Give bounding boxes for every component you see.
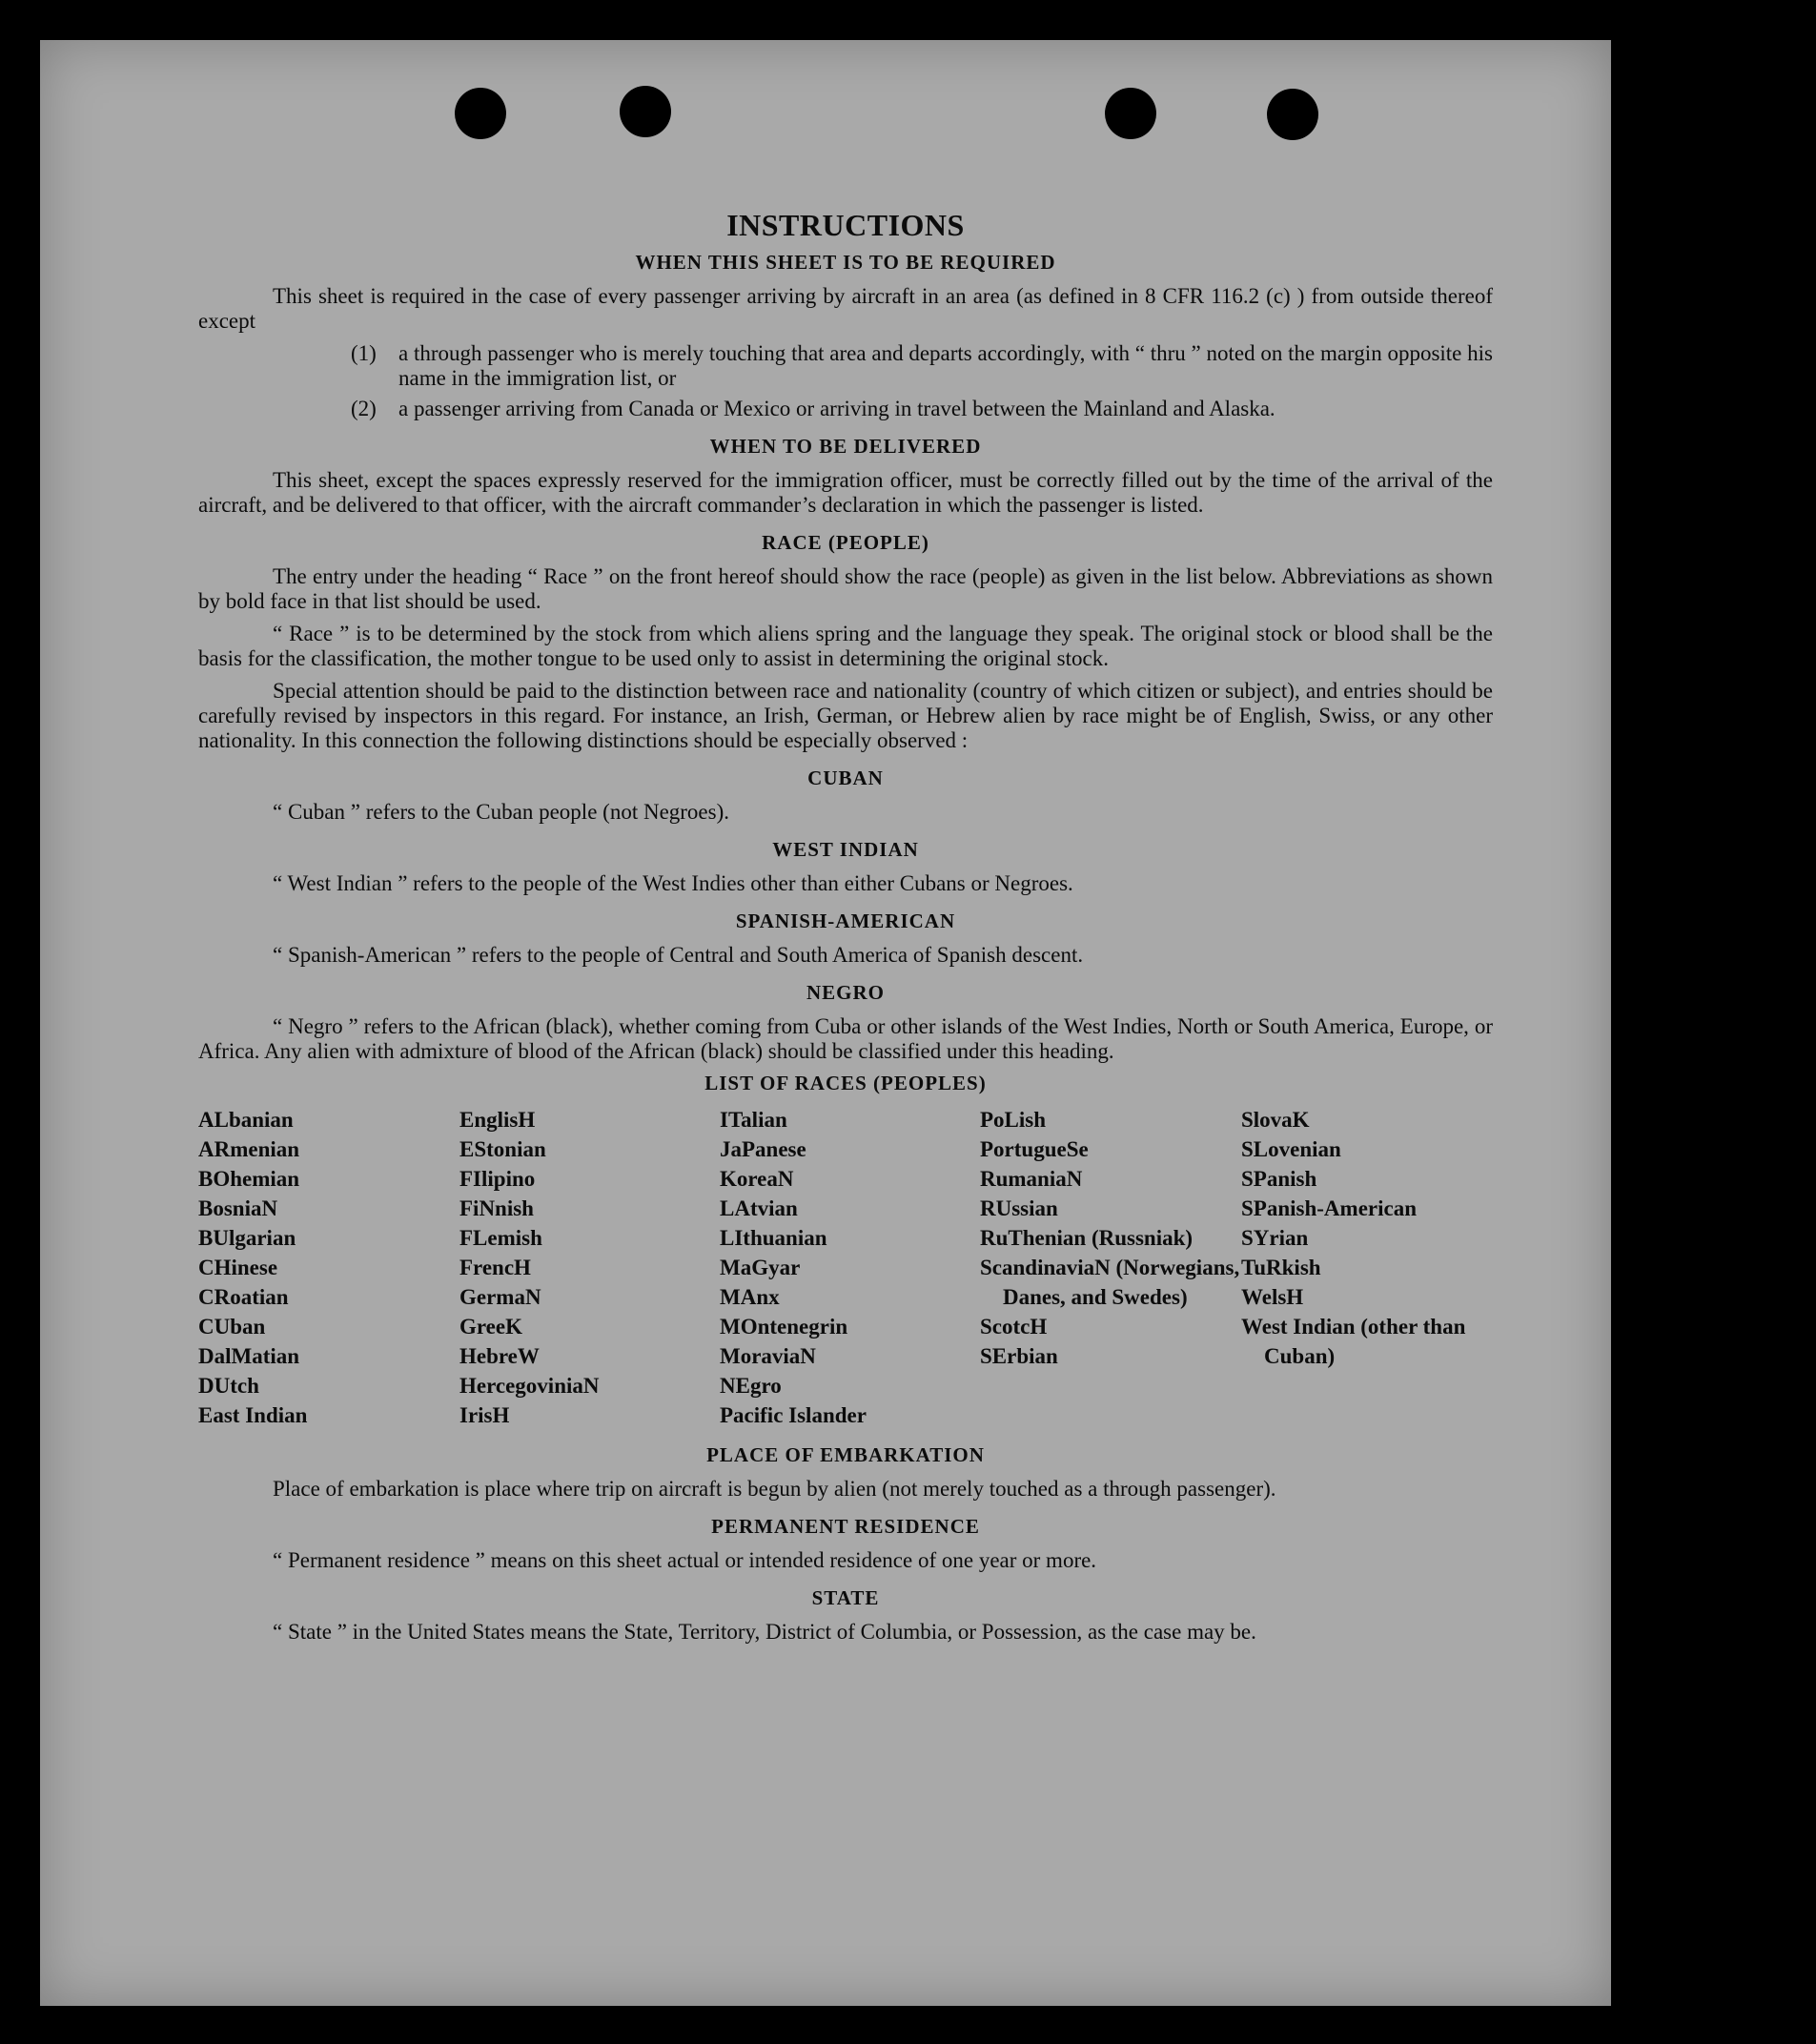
document-sheet	[40, 40, 1611, 2006]
paragraph-state: “ State ” in the United States means the State, Territory, District of Columbia, or Possession, as the case may be.	[273, 1620, 1256, 1644]
race-entry: FiNnish	[459, 1196, 534, 1220]
race-entry: Pacific Islander	[720, 1403, 867, 1427]
exception-item-1: (1) a through passenger who is merely touching that area and departs accordingly, with “ thru ” noted on the margin opposite his name in the immigration list, or	[351, 341, 1493, 390]
section-heading-embarkation: PLACE OF EMBARKATION	[706, 1443, 985, 1466]
exception-item-2: (2) a passenger arriving from Canada or Mexico or arriving in travel between the Mainland and Alaska.	[351, 397, 1275, 420]
race-entry: GreeK	[459, 1315, 522, 1339]
race-entry: ARmenian	[198, 1137, 300, 1161]
paragraph-race-2: “ Race ” is to be determined by the stock from which aliens spring and the language they speak. The original stock or blood shall be the basis for the classification, the mother tongue to be used only to assist in determining the original stock.	[198, 622, 1493, 670]
paragraph-spanish-american: “ Spanish-American ” refers to the people of Central and South America of Spanish descent.	[273, 943, 1084, 967]
race-entry: ScotcH	[980, 1315, 1048, 1339]
race-entry: HercegoviniaN	[459, 1374, 600, 1398]
section-heading-negro: NEGRO	[806, 981, 885, 1004]
section-heading-west-indian: WEST INDIAN	[772, 838, 919, 861]
race-entry: MOntenegrin	[720, 1315, 848, 1339]
race-entry: FIlipino	[459, 1167, 536, 1191]
race-entry: NEgro	[720, 1374, 782, 1398]
race-entry: BOhemian	[198, 1167, 300, 1191]
race-entry: LIthuanian	[720, 1226, 827, 1250]
race-entry: PoLish	[980, 1108, 1047, 1132]
race-entry: SErbian	[980, 1344, 1058, 1368]
race-column	[980, 1105, 1241, 1430]
race-entry: EnglisH	[459, 1108, 536, 1132]
race-entry: HebreW	[459, 1344, 540, 1368]
race-entry: IrisH	[459, 1403, 510, 1427]
page-title: INSTRUCTIONS	[726, 208, 965, 242]
race-entry: BosniaN	[198, 1196, 278, 1220]
section-heading-cuban: CUBAN	[807, 766, 884, 789]
race-entry: WelsH	[1241, 1285, 1304, 1309]
race-entry: ScandinaviaN (Norwegians, Danes, and Swedes)	[980, 1256, 1240, 1309]
race-entry: FLemish	[459, 1226, 542, 1250]
race-entry: ALbanian	[198, 1108, 294, 1132]
race-entry: CHinese	[198, 1256, 278, 1279]
punch-hole	[620, 86, 671, 137]
race-entry: East Indian	[198, 1403, 308, 1427]
punch-hole	[1267, 89, 1318, 140]
race-column	[1241, 1105, 1493, 1430]
section-heading-residence: PERMANENT RESIDENCE	[711, 1515, 980, 1538]
race-column	[198, 1105, 459, 1430]
race-entry: TuRkish	[1241, 1256, 1321, 1279]
race-entry: PortugueSe	[980, 1137, 1089, 1161]
race-entry: DUtch	[198, 1374, 259, 1398]
race-column	[459, 1105, 720, 1430]
section-heading-state: STATE	[811, 1586, 880, 1609]
section-heading-required: WHEN THIS SHEET IS TO BE REQUIRED	[635, 251, 1056, 274]
race-entry: DalMatian	[198, 1344, 300, 1368]
paragraph-residence: “ Permanent residence ” means on this sheet actual or intended residence of one year or more.	[273, 1548, 1097, 1572]
section-heading-list-of-races: LIST OF RACES (PEOPLES)	[704, 1072, 987, 1094]
race-entry: SlovaK	[1241, 1108, 1310, 1132]
section-heading-delivered: WHEN TO BE DELIVERED	[709, 435, 982, 458]
section-heading-spanish-american: SPANISH-AMERICAN	[735, 910, 956, 932]
punch-hole	[1105, 88, 1156, 139]
race-entry: SPanish-American	[1241, 1196, 1417, 1220]
race-entry: West Indian (other than Cuban)	[1241, 1315, 1466, 1368]
race-entry: RUssian	[980, 1196, 1058, 1220]
paragraph-delivered: This sheet, except the spaces expressly reserved for the immigration officer, must be correctly filled out by the time of the arrival of the aircraft, and be delivered to that officer, with the aircraft commander’s declaration in which the passenger is listed.	[198, 468, 1493, 517]
paragraph-required-intro: This sheet is required in the case of every passenger arriving by aircraft in an area (as defined in 8 CFR 116.2 (c) ) from outside thereof except	[198, 284, 1493, 333]
race-entry: EStonian	[459, 1137, 546, 1161]
paragraph-cuban: “ Cuban ” refers to the Cuban people (not Negroes).	[273, 800, 730, 824]
race-entry: GermaN	[459, 1285, 541, 1309]
paragraph-west-indian: “ West Indian ” refers to the people of the West Indies other than either Cubans or Negroes.	[273, 871, 1073, 895]
race-list	[198, 1105, 1493, 1430]
race-entry: LAtvian	[720, 1196, 798, 1220]
paragraph-embarkation: Place of embarkation is place where trip on aircraft is begun by alien (not merely touched as a through passenger).	[273, 1477, 1276, 1501]
race-entry: FrencH	[459, 1256, 531, 1279]
race-entry: SLovenian	[1241, 1137, 1341, 1161]
race-entry: JaPanese	[720, 1137, 806, 1161]
paragraph-race-3: Special attention should be paid to the distinction between race and nationality (country of which citizen or subject), and entries should be carefully revised by inspectors in this regard. For instance, an Irish, German, or Hebrew alien by race might be of English, Swiss, or any other nationality. In this connection the following distinctions should be especially observed :	[198, 679, 1493, 752]
race-entry: MaGyar	[720, 1256, 801, 1279]
paragraph-negro: “ Negro ” refers to the African (black), whether coming from Cuba or other islands of the West Indies, North or South America, Europe, or Africa. Any alien with admixture of blood of the African (black) should be classified under this heading.	[198, 1014, 1493, 1063]
race-column	[720, 1105, 980, 1430]
race-entry: CUban	[198, 1315, 266, 1339]
section-heading-race: RACE (PEOPLE)	[762, 531, 929, 554]
paragraph-race-1: The entry under the heading “ Race ” on the front hereof should show the race (people) as given in the list below. Abbreviations as shown by bold face in that list should be used.	[198, 564, 1493, 613]
race-entry: SYrian	[1241, 1226, 1309, 1250]
punch-hole	[455, 88, 506, 139]
race-entry: MoraviaN	[720, 1344, 816, 1368]
race-entry: RuThenian (Russniak)	[980, 1226, 1194, 1250]
race-entry: KoreaN	[720, 1167, 794, 1191]
race-entry: SPanish	[1241, 1167, 1317, 1191]
document-content	[198, 208, 1493, 1652]
race-entry: BUlgarian	[198, 1226, 296, 1250]
race-entry: ITalian	[720, 1108, 787, 1132]
race-entry: MAnx	[720, 1285, 780, 1309]
race-entry: RumaniaN	[980, 1167, 1083, 1191]
race-entry: CRoatian	[198, 1285, 289, 1309]
